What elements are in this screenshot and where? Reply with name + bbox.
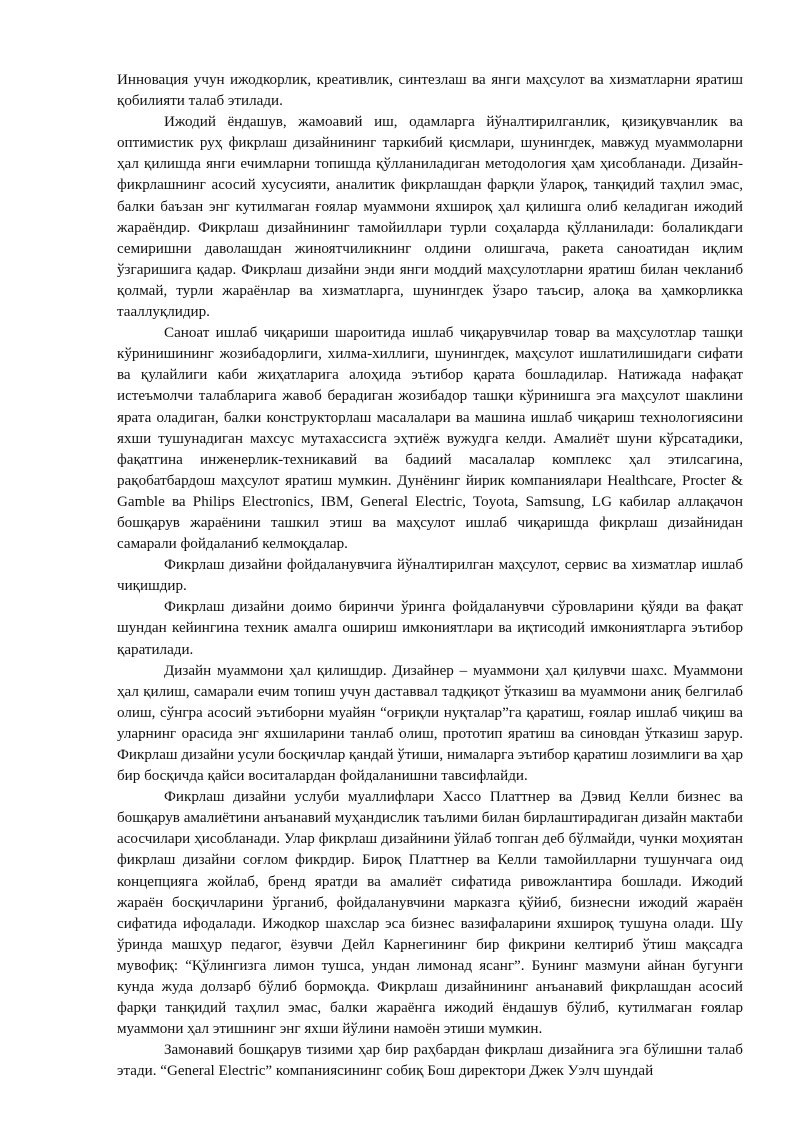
paragraph-6: Дизайн муаммони ҳал қилишдир. Дизайнер – муаммони ҳал қилувчи шахс. Муаммони ҳал қилиш, самарали ечим топиш учун даставвал тадқиқот ўтказиш ва муаммони аниқ белгилаб олиш, сўнгра асосий эътиборни муайян “оғриқли нуқталар”га қаратиш, ғоялар ишлаб чиқиш ва уларнинг орасида энг яхшиларини танлаб олиш, прототип яратиш ва синовдан ўтказиш зарур. Фикрлаш дизайни усули босқичлар қандай ўтиши, нималарга эътибор қаратиш лозимлиги ва ҳар бир босқичда қайси воситалардан фойдаланишни тавсифлайди.: [117, 662, 743, 785]
paragraph-8: Замонавий бошқарув тизими ҳар бир раҳбардан фикрлаш дизайнига эга бўлишни талаб этади. “General Electric” компаниясининг собиқ Бош директори Джек Уэлч шундай: [117, 1042, 743, 1080]
document-page: [117, 70, 743, 1083]
paragraph-5: Фикрлаш дизайни доимо биринчи ўринга фойдаланувчи сўровларини қўяди ва фақат шундан кейингина техник амалга ошириш имкониятлари ва иқтисодий имкониятларга эътибор қаратилади.: [117, 599, 743, 658]
paragraph-1: Инновация учун ижодкорлик, креативлик, синтезлаш ва янги маҳсулот ва хизматларни яратиш қобилияти талаб этилади.: [117, 72, 743, 110]
paragraph-7: Фикрлаш дизайни услуби муаллифлари Хассо Платтнер ва Дэвид Келли бизнес ва бошқарув амалиётини анъанавий муҳандислик таълими билан бирлаштирадиган дизайн мактаби асосчилари ҳисобланади. Улар фикрлаш дизайнини ўйлаб топган деб бўлмайди, чунки моҳиятан фикрлаш дизайни соғлом фикрдир. Бироқ Платтнер ва Келли тамойилларни тушунчага оид концепцияга жойлаб, бренд яратди ва амалиёт сифатида ривожлантира бошлади. Ижодий жараён босқичларини ўрганиб, фойдаланувчини марказга қўйиб, бизнесни ижодий жараён сифатида ифодалади. Ижодкор шахслар эса бизнес вазифаларини яхшироқ тушуна олади. Шу ўринда машҳур педагог, ёзувчи Дейл Карнегининг бир фикрини келтириб ўтиш мақсадга мувофиқ: “Қўлингизга лимон тушса, ундан лимонад ясанг”. Бунинг мазмуни айнан бугунги кунда жуда долзарб бўлиб бормоқда. Фикрлаш дизайнининг анъанавий фикрлашдан асосий фарқи танқидий таҳлил эмас, балки жараёнга ижодий ёндашув бўлиб, кутилмаган ғоялар муаммони ҳал этишнинг энг яхши йўлини намоён этиши мумкин.: [117, 789, 743, 1038]
paragraph-4: Фикрлаш дизайни фойдаланувчига йўналтирилган маҳсулот, сервис ва хизматлар ишлаб чиқишдир.: [117, 557, 743, 595]
paragraph-2: Ижодий ёндашув, жамоавий иш, одамларга йўналтирилганлик, қизиқувчанлик ва оптимистик руҳ фикрлаш дизайнининг таркибий қисмлари, шунингдек, мавжуд муаммоларни ҳал қилишда янги ечимларни топишда қўлланиладиган методология ҳам ҳисобланади. Дизайн-фикрлашнинг асосий хусусияти, аналитик фикрлашдан фарқли ўлароқ, танқидий таҳлил эмас, балки баъзан энг кутилмаган ғоялар муаммони яхшироқ ҳал қилишга олиб келадиган ижодий жараёндир. Фикрлаш дизайнининг тамойиллари турли соҳаларда қўлланилади: болаликдаги семиришни даволашдан жиноятчиликнинг олдини олишгача, ракета саноатидан иқлим ўзгаришига қадар. Фикрлаш дизайни энди янги моддий маҳсулотларни яратиш билан чекланиб қолмай, турли жараёнлар ва хизматларга, шунингдек ўзаро таъсир, алоқа ва ҳамкорликка тааллуқлидир.: [117, 114, 743, 321]
paragraph-3: Саноат ишлаб чиқариши шароитида ишлаб чиқарувчилар товар ва маҳсулотлар ташқи кўринишининг жозибадорлиги, хилма-хиллиги, шунингдек, маҳсулот ишлатилишидаги сифати ва қулайлиги каби жиҳатларига алоҳида эътибор қарата бошладилар. Натижада нафақат истеъмолчи талабларига жавоб берадиган жозибадор ташқи кўринишга эга маҳсулот шаклини ярата оладиган, балки конструкторлаш масалалари ва машина ишлаб чиқариш технологиясини яхши тушунадиган махсус мутахассисга эҳтиёж вужудга келди. Амалиёт шуни кўрсатадики, фақатгина инженерлик-техникавий ва бадиий масалалар комплекс ҳал этилсагина, рақобатбардош маҳсулот яратиш мумкин. Дунёнинг йирик компаниялари Healthcare, Procter & Gamble ва Philips Electronics, IBM, General Electric, Toyota, Samsung, LG кабилар аллақачон бошқарув жараёнини ташкил этиш ва маҳсулот ишлаб чиқаришда фикрлаш дизайнидан самарали фойдаланиб келмоқдалар.: [117, 325, 743, 553]
